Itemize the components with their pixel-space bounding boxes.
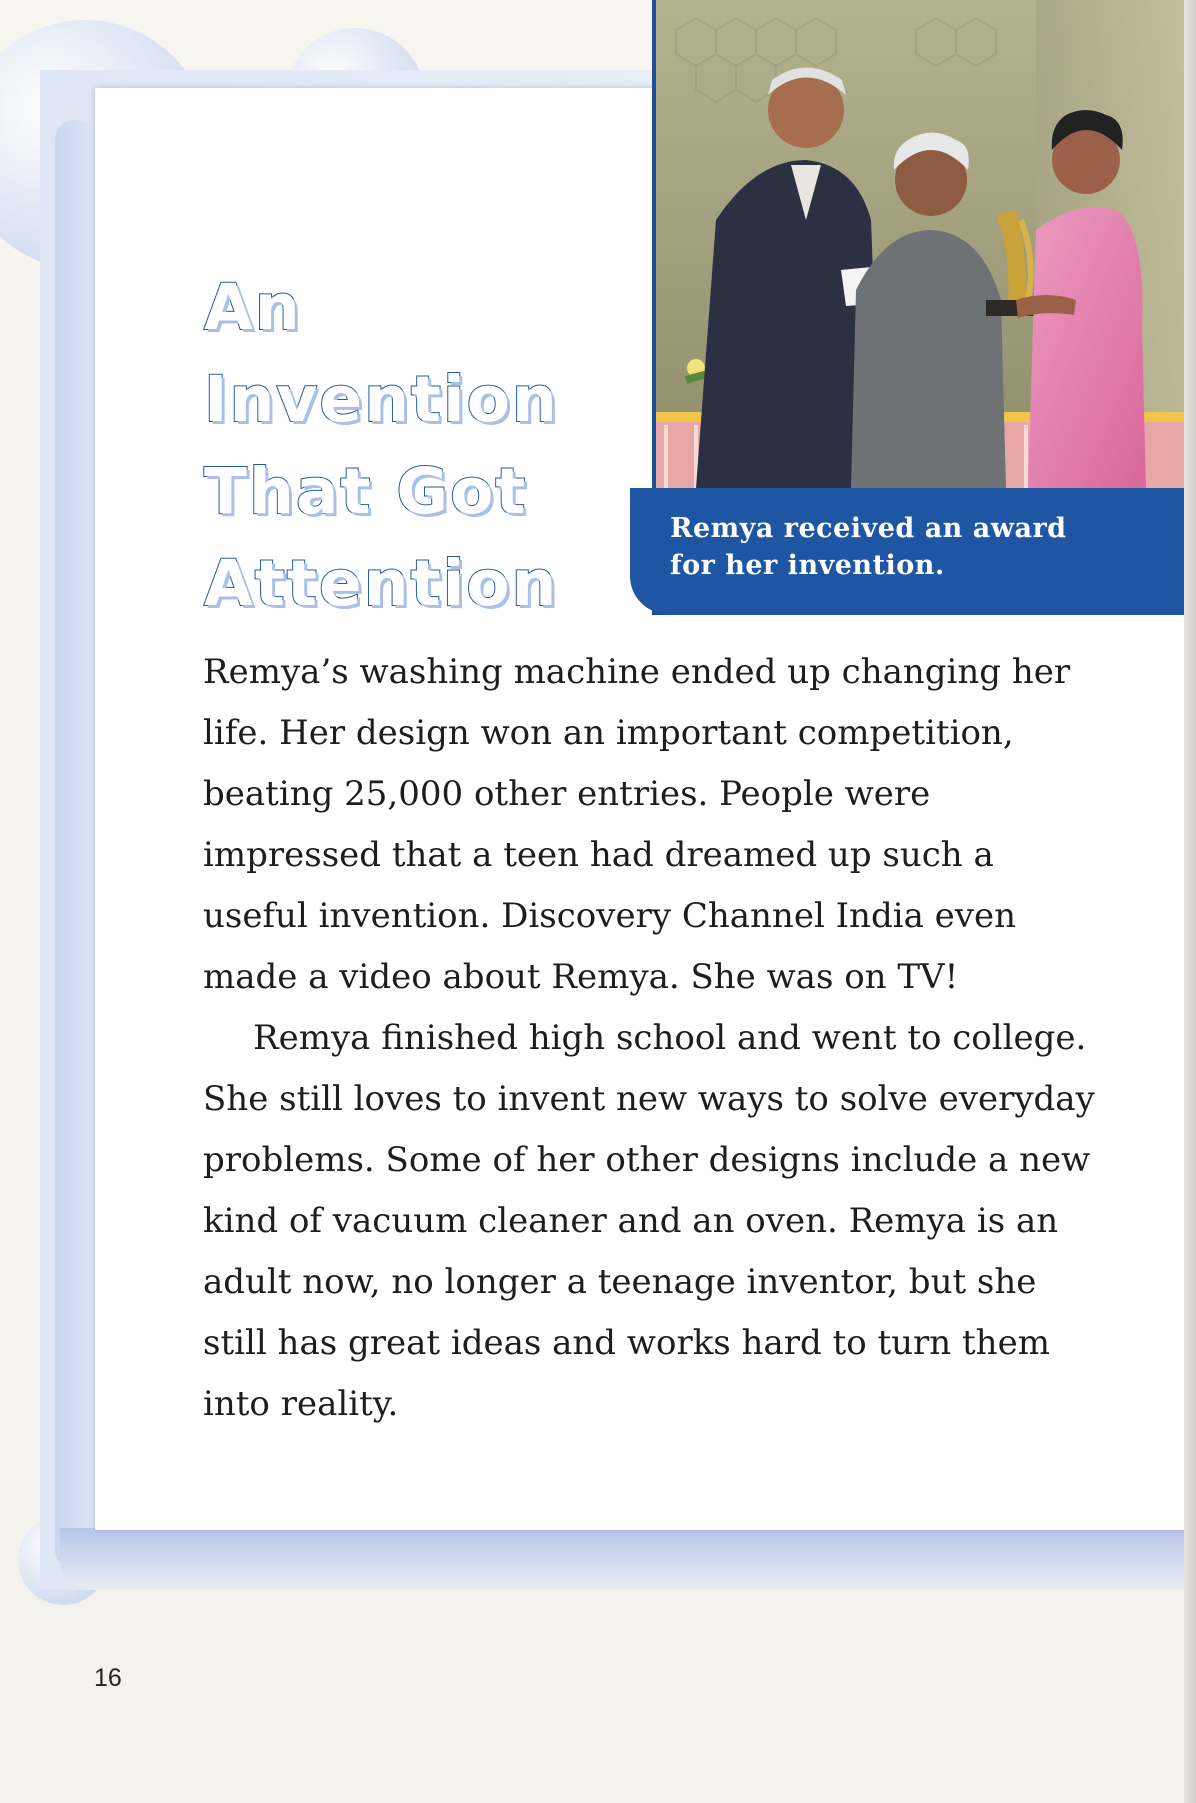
award-ceremony-illustration — [656, 0, 1190, 488]
page-frame-left-band — [55, 120, 95, 1570]
chapter-title-line-4: Attention — [204, 547, 559, 620]
chapter-title-line-3: That Got — [204, 455, 528, 528]
body-paragraph-2: Remya finished high school and went to college. She still loves to invent new ways to solve everyday problems. Some of her other designs include a new kind of vacuum cleaner and an oven. Remya is an adult now, no longer a teenage inventor, but she still has great ideas and works hard to turn them into reality. — [203, 1018, 1095, 1424]
photo-caption — [670, 510, 1110, 584]
award-ceremony-photo — [656, 0, 1190, 488]
page-right-edge — [1184, 0, 1196, 1803]
page-number: 16 — [94, 1664, 122, 1692]
chapter-title — [204, 262, 634, 630]
chapter-title-line-2: Invention — [204, 363, 559, 436]
body-text — [203, 642, 1103, 1435]
photo-caption-line-2: for her invention. — [670, 550, 945, 581]
chapter-title-line-1: An — [204, 271, 302, 344]
photo-caption-line-1: Remya received an award — [670, 513, 1067, 544]
page-frame-bottom-band — [60, 1528, 1196, 1590]
body-paragraph-1: Remya’s washing machine ended up changing her life. Her design won an important competition, beating 25,000 other entries. People were impressed that a teen had dreamed up such a useful invention. Discovery Channel India even made a video about Remya. She was on TV! — [203, 652, 1071, 997]
